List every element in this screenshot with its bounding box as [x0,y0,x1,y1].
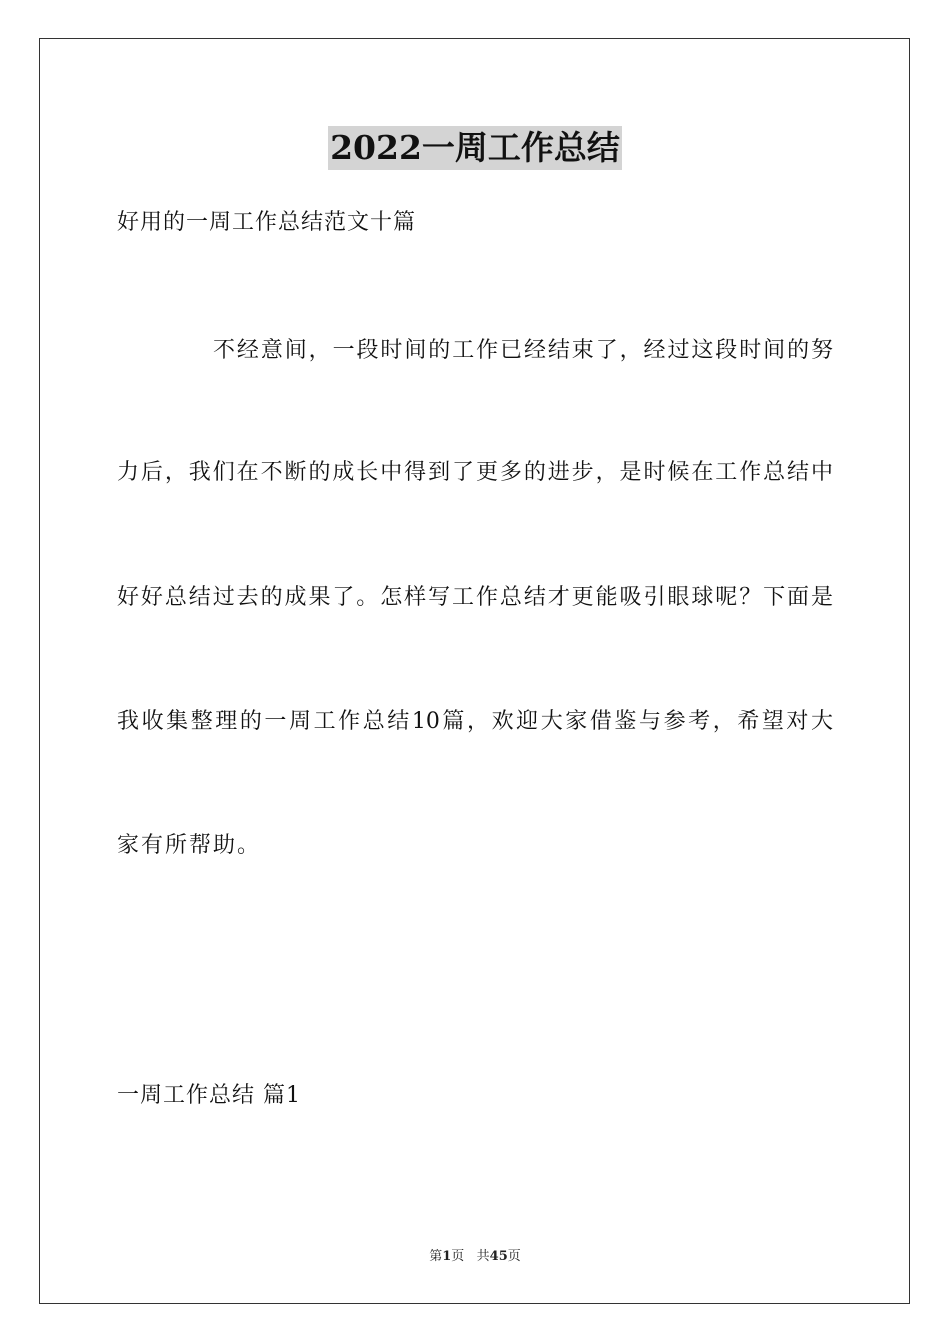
title-container [0,126,950,170]
intro-line-3: 好好总结过去的成果了。怎样写工作总结才更能吸引眼球呢？下面是 [117,585,833,610]
footer-total-pages: 45 [489,1249,508,1264]
page-footer [0,1248,950,1266]
footer-suffix: 页 [507,1249,521,1264]
footer-mid: 页 共 [451,1249,490,1264]
section-heading: 一周工作总结 篇1 [117,1083,301,1108]
intro-line-5: 家有所帮助。 [117,833,262,858]
intro-line-4: 我收集整理的一周工作总结10篇，欢迎大家借鉴与参考，希望对大 [117,709,833,734]
intro-line-1: 不经意间，一段时间的工作已经结束了，经过这段时间的努 [213,338,833,363]
document-subtitle: 好用的一周工作总结范文十篇 [117,210,417,235]
footer-current-page: 1 [442,1249,452,1264]
footer-prefix: 第 [429,1249,443,1264]
document-title: 2022一周工作总结 [328,126,622,170]
intro-line-2: 力后，我们在不断的成长中得到了更多的进步，是时候在工作总结中 [117,460,833,485]
